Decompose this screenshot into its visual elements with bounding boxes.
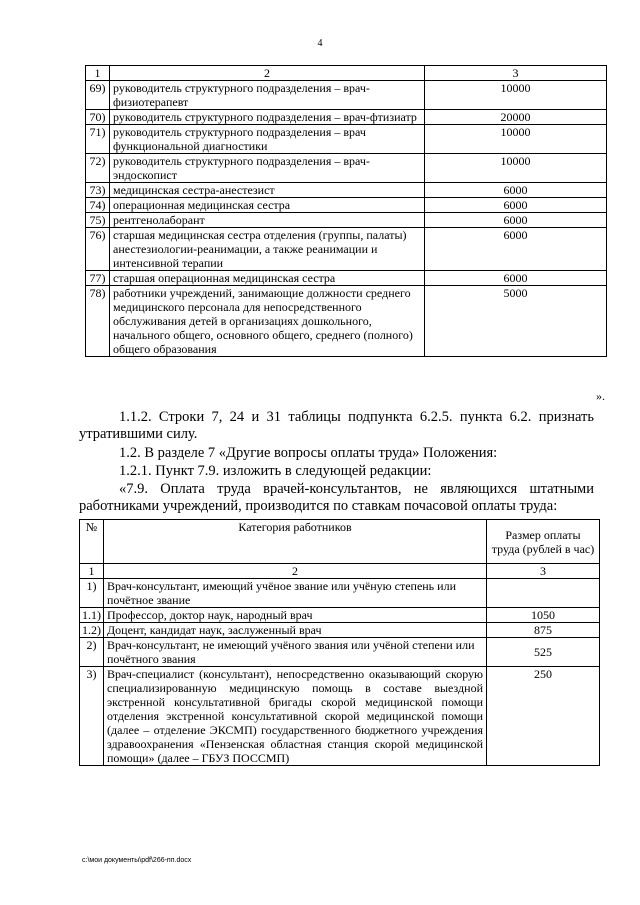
row-position: рентгенолаборант — [110, 213, 425, 228]
col-number-1: 1 — [80, 564, 104, 579]
paragraph-7-9: «7.9. Оплата труда врачей-консультантов, не являющихся штатными работниками учреждений, производится по ставкам почасовой оплаты труда: — [79, 481, 594, 514]
table-row — [80, 623, 600, 638]
header-col-3: 3 — [425, 66, 607, 81]
row-number: 75) — [86, 213, 110, 228]
row-rate: 250 — [487, 667, 600, 766]
header-col-1: 1 — [86, 66, 110, 81]
row-number: 69) — [86, 81, 110, 110]
row-amount: 6000 — [425, 198, 607, 213]
table-row — [86, 213, 607, 228]
header-col-2: 2 — [110, 66, 425, 81]
row-number: 3) — [80, 667, 104, 766]
table-row — [80, 638, 600, 667]
row-number: 74) — [86, 198, 110, 213]
row-number: 2) — [80, 638, 104, 667]
row-number: 76) — [86, 228, 110, 271]
table-row — [86, 154, 607, 183]
row-amount: 10000 — [425, 125, 607, 154]
row-rate: 1050 — [487, 608, 600, 623]
row-rate: 875 — [487, 623, 600, 638]
table-header-row — [80, 520, 600, 564]
row-number: 71) — [86, 125, 110, 154]
header-category: Категория работников — [104, 520, 487, 564]
table-row — [86, 228, 607, 271]
table-row — [86, 125, 607, 154]
table-row — [86, 198, 607, 213]
row-amount: 10000 — [425, 154, 607, 183]
row-amount: 6000 — [425, 213, 607, 228]
row-position: работники учреждений, занимающие должности среднего медицинского персонала для непосредственного обслуживания детей в организациях дошкольного, начального общего, основного общего, среднего (полного) общего образования — [110, 286, 425, 357]
header-pay: Размер оплаты труда (рублей в час) — [487, 520, 600, 564]
row-number: 78) — [86, 286, 110, 357]
closing-quote: ». — [596, 389, 605, 403]
row-number: 70) — [86, 110, 110, 125]
row-position: руководитель структурного подразделения – врач функциональной диагностики — [110, 125, 425, 154]
row-position: медицинская сестра-анестезист — [110, 183, 425, 198]
table-col-number-row — [80, 564, 600, 579]
header-number: № — [80, 520, 104, 564]
row-category: Врач-консультант, не имеющий учёного звания или учёной степени или почётного звания — [104, 638, 487, 667]
row-number: 1.1) — [80, 608, 104, 623]
row-amount: 20000 — [425, 110, 607, 125]
row-rate: 525 — [487, 638, 600, 667]
paragraph-1-2-1: 1.2.1. Пункт 7.9. изложить в следующей редакции: — [119, 463, 432, 479]
paragraph-1-2: 1.2. В разделе 7 «Другие вопросы оплаты труда» Положения: — [119, 445, 498, 461]
row-number: 73) — [86, 183, 110, 198]
row-category: Врач-специалист (консультант), непосредственно оказывающий скорую специализированную медицинскую помощь в составе выездной экстренной консультативной бригады скорой медицинской помощи отделения экстренной консультативной скорой медицинской помощи (далее – отделение ЭКСМП) государственного бюджетного учреждения здравоохранения «Пензенская областная станция скорой медицинской помощи» (далее – ГБУЗ ПОССМП) — [104, 667, 487, 766]
table-row — [86, 271, 607, 286]
row-rate — [487, 579, 600, 608]
row-position: руководитель структурного подразделения – врач-физиотерапевт — [110, 81, 425, 110]
paragraph-1-1-2: 1.1.2. Строки 7, 24 и 31 таблицы подпункта 6.2.5. пункта 6.2. признать утратившими силу. — [79, 409, 594, 442]
col-number-3: 3 — [487, 564, 600, 579]
table-row — [86, 286, 607, 357]
row-amount: 6000 — [425, 183, 607, 198]
table-row — [80, 608, 600, 623]
row-position: старшая медицинская сестра отделения (группы, палаты) анестезиологии-реанимации, а также реанимации и интенсивной терапии — [110, 228, 425, 271]
table-row — [86, 110, 607, 125]
row-amount: 6000 — [425, 271, 607, 286]
hourly-rates-table — [79, 519, 600, 766]
page-number: 4 — [317, 38, 323, 49]
table-row — [80, 667, 600, 766]
row-amount: 6000 — [425, 228, 607, 271]
row-amount: 5000 — [425, 286, 607, 357]
row-amount: 10000 — [425, 81, 607, 110]
row-position: старшая операционная медицинская сестра — [110, 271, 425, 286]
row-number: 1.2) — [80, 623, 104, 638]
table-row — [86, 81, 607, 110]
footer-file-path: c:\мои документы\pdf\266-пп.docx — [82, 857, 192, 864]
table-header-row — [86, 66, 607, 81]
row-position: операционная медицинская сестра — [110, 198, 425, 213]
positions-table — [85, 65, 607, 357]
col-number-2: 2 — [104, 564, 487, 579]
row-category: Врач-консультант, имеющий учёное звание или учёную степень или почётное звание — [104, 579, 487, 608]
row-number: 72) — [86, 154, 110, 183]
row-category: Профессор, доктор наук, народный врач — [104, 608, 487, 623]
row-position: руководитель структурного подразделения – врач-фтизиатр — [110, 110, 425, 125]
row-position: руководитель структурного подразделения – врач-эндоскопист — [110, 154, 425, 183]
row-number: 1) — [80, 579, 104, 608]
row-number: 77) — [86, 271, 110, 286]
table-row — [86, 183, 607, 198]
row-category: Доцент, кандидат наук, заслуженный врач — [104, 623, 487, 638]
table-row — [80, 579, 600, 608]
